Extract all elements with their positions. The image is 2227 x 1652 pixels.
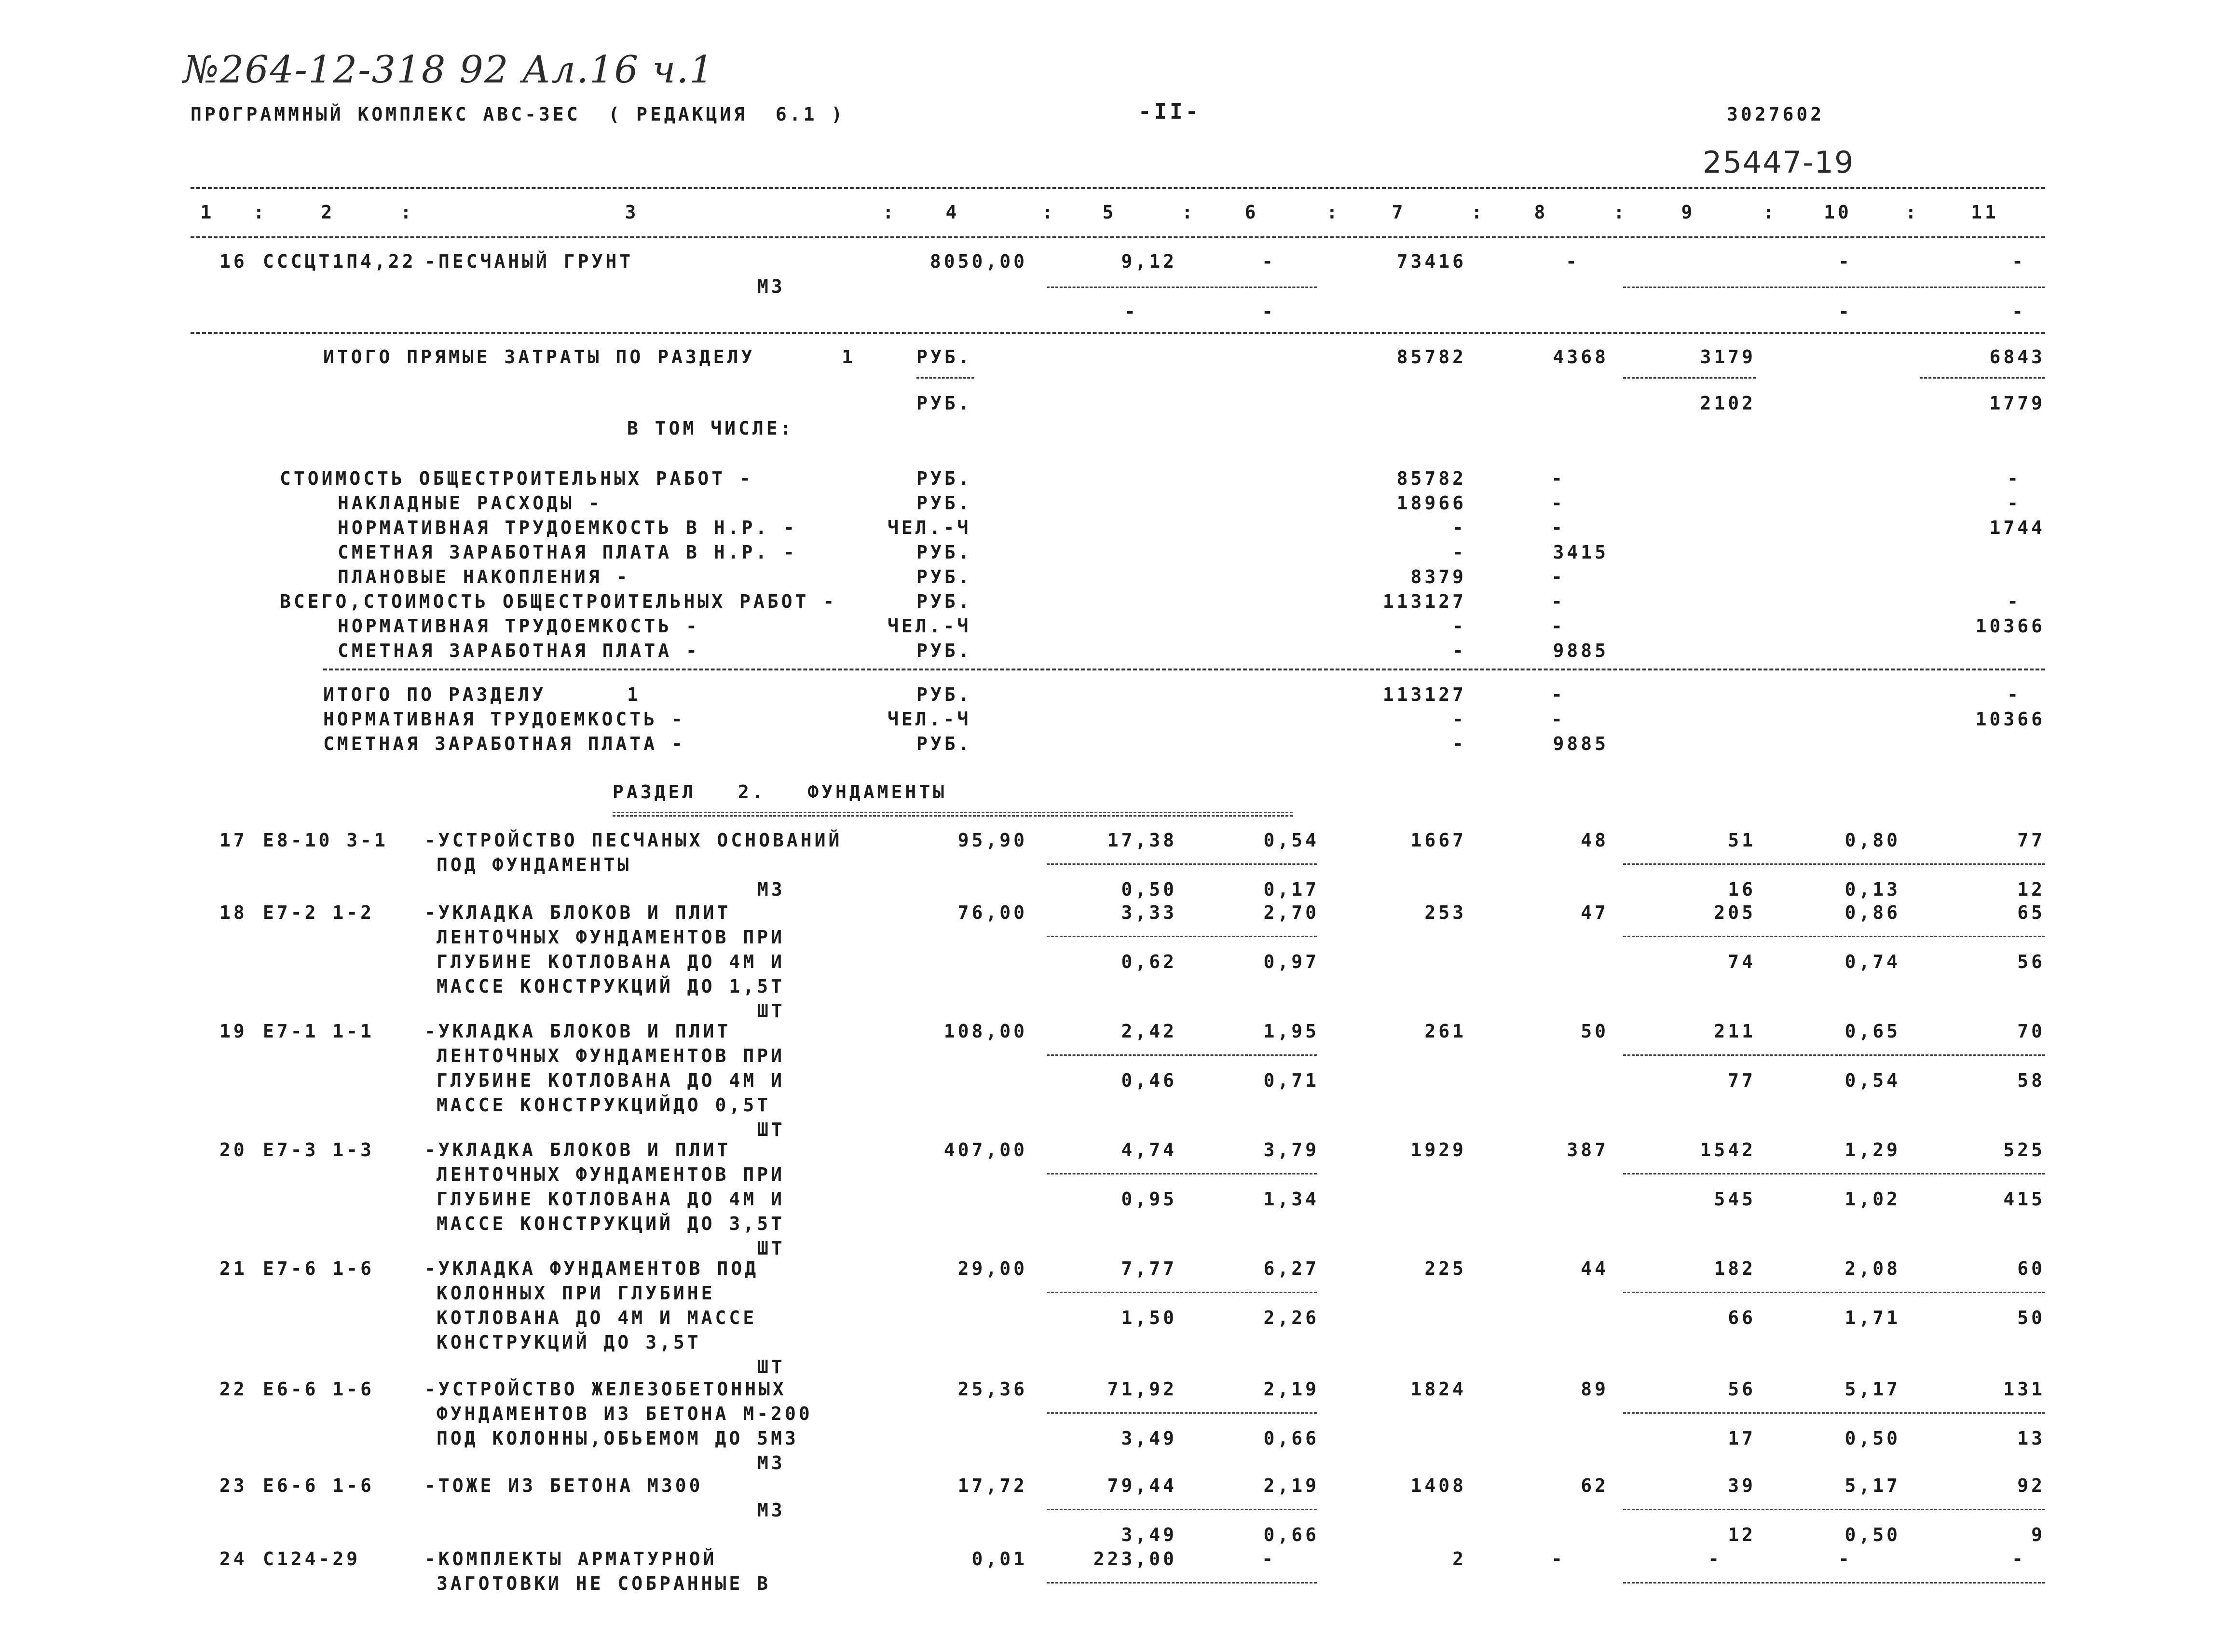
item-number: 18 bbox=[219, 902, 247, 923]
item-description-line: МАССЕ КОНСТРУКЦИЙДО 0,5Т bbox=[437, 1094, 771, 1116]
item-description-line: -УСТРОЙСТВО ЖЕЛЕЗОБЕТОННЫХ bbox=[424, 1379, 787, 1400]
col9-cell: 205 bbox=[1714, 902, 1756, 923]
breakdown-label: НОРМАТИВНАЯ ТРУДОЕМКОСТЬ - bbox=[338, 615, 700, 637]
section-total-label: НОРМАТИВНАЯ ТРУДОЕМКОСТЬ - bbox=[323, 709, 685, 730]
col8-cell: 50 bbox=[1581, 1021, 1609, 1042]
col8-cell: 4368 bbox=[1553, 346, 1609, 368]
subtotal-rule bbox=[1047, 1292, 1317, 1293]
qty-cell: 17,72 bbox=[957, 1475, 1027, 1496]
sub-col6: 0,66 bbox=[1263, 1524, 1319, 1545]
col11-cell: - bbox=[2007, 492, 2021, 514]
sub-col5: - bbox=[1124, 301, 1138, 322]
qty-cell: 25,36 bbox=[957, 1379, 1027, 1400]
col5-cell: 7,77 bbox=[1121, 1258, 1177, 1279]
col8-cell: - bbox=[1551, 492, 1565, 514]
col5-cell: 17,38 bbox=[1107, 830, 1177, 851]
col7-cell: 1929 bbox=[1410, 1139, 1466, 1160]
unit-cell: РУБ. bbox=[916, 591, 972, 612]
col10-cell: 0,65 bbox=[1844, 1021, 1900, 1042]
program-title: ПРОГРАММНЫЙ КОМПЛЕКС АВС-3ЕС ( РЕДАКЦИЯ 6.1 ) bbox=[191, 104, 846, 125]
sub-col5: 1,50 bbox=[1121, 1307, 1177, 1328]
sub-col11: 12 bbox=[2017, 879, 2045, 900]
col7-cell: 113127 bbox=[1382, 684, 1466, 705]
document-code: 3027602 bbox=[1727, 104, 1825, 125]
col11-cell: 77 bbox=[2017, 830, 2045, 851]
item-description-line: -УКЛАДКА ФУНДАМЕНТОВ ПОД bbox=[424, 1258, 759, 1279]
sub-col5: 0,46 bbox=[1121, 1070, 1177, 1091]
column-separator: : bbox=[1326, 202, 1340, 223]
col7-cell: 261 bbox=[1424, 1021, 1466, 1042]
qty-cell: 407,00 bbox=[943, 1139, 1027, 1160]
item-number: 24 bbox=[219, 1548, 247, 1570]
item-description-line: ЗАГОТОВКИ НЕ СОБРАННЫЕ В bbox=[437, 1573, 771, 1594]
col5-cell: 4,74 bbox=[1121, 1139, 1177, 1160]
item-code: Е6-6 1-6 bbox=[263, 1475, 375, 1496]
sub-col11: 50 bbox=[2017, 1307, 2045, 1328]
item-description-line: ЛЕНТОЧНЫХ ФУНДАМЕНТОВ ПРИ bbox=[437, 1045, 785, 1066]
sub-col10: 0,54 bbox=[1844, 1070, 1900, 1091]
col11-cell: 10366 bbox=[1975, 615, 2045, 637]
unit-cell: М3 bbox=[757, 1500, 785, 1521]
col6-cell: 6,27 bbox=[1263, 1258, 1319, 1279]
unit-cell: РУБ. bbox=[916, 542, 972, 563]
subtotal-rule bbox=[1623, 1582, 2045, 1584]
sub-col6: 0,97 bbox=[1263, 951, 1319, 972]
col8-cell: - bbox=[1551, 468, 1565, 489]
item-description-line: -УКЛАДКА БЛОКОВ И ПЛИТ bbox=[424, 902, 731, 923]
column-number-10: 10 bbox=[1824, 202, 1852, 223]
col7-cell: 18966 bbox=[1396, 492, 1466, 514]
col11-cell: 10366 bbox=[1975, 709, 2045, 730]
column-separator: : bbox=[253, 202, 267, 223]
breakdown-label: СТОИМОСТЬ ОБЩЕСТРОИТЕЛЬНЫХ РАБОТ - bbox=[280, 468, 753, 489]
qty-cell: 0,01 bbox=[971, 1548, 1027, 1570]
section-total-label: ИТОГО ПО РАЗДЕЛУ bbox=[323, 684, 547, 705]
section2-title: РАЗДЕЛ 2. ФУНДАМЕНТЫ bbox=[613, 781, 947, 803]
col5-cell: 3,33 bbox=[1121, 902, 1177, 923]
col6-cell: 2,19 bbox=[1263, 1475, 1319, 1496]
item-description-line: -УКЛАДКА БЛОКОВ И ПЛИТ bbox=[424, 1021, 731, 1042]
col11-cell: - bbox=[2012, 251, 2026, 272]
sub-col11: 56 bbox=[2017, 951, 2045, 972]
sub-col10: 1,71 bbox=[1844, 1307, 1900, 1328]
item-description-line: ПОД ФУНДАМЕНТЫ bbox=[437, 854, 632, 875]
col8-cell: - bbox=[1551, 591, 1565, 612]
column-separator: : bbox=[1613, 202, 1627, 223]
item-description-line: ПОД КОЛОННЫ,ОБЬЕМОМ ДО 5М3 bbox=[437, 1428, 799, 1449]
sub-col10: 0,50 bbox=[1844, 1428, 1900, 1449]
col8-cell: 89 bbox=[1581, 1379, 1609, 1400]
column-separator: : bbox=[400, 202, 414, 223]
col7-cell: - bbox=[1452, 733, 1466, 754]
col7-cell: 73416 bbox=[1396, 251, 1466, 272]
including-label: В ТОМ ЧИСЛЕ: bbox=[627, 418, 794, 439]
col7-cell: - bbox=[1452, 542, 1466, 563]
total-direct-label: ИТОГО ПРЯМЫЕ ЗАТРАТЫ ПО РАЗДЕЛУ bbox=[323, 346, 755, 368]
col8-cell: 387 bbox=[1567, 1139, 1609, 1160]
col7-cell: 1824 bbox=[1410, 1379, 1466, 1400]
header-rule-top bbox=[191, 187, 2045, 189]
sub-col6: 1,34 bbox=[1263, 1188, 1319, 1210]
col6-cell: - bbox=[1262, 1548, 1276, 1570]
col8-cell: - bbox=[1551, 615, 1565, 637]
col7-cell: 85782 bbox=[1396, 468, 1466, 489]
section-number: 1 bbox=[842, 346, 856, 368]
item-code: Е6-6 1-6 bbox=[263, 1379, 375, 1400]
qty-cell: 76,00 bbox=[957, 902, 1027, 923]
sub-col11: 1779 bbox=[1989, 393, 2045, 414]
col6-cell: 2,70 bbox=[1263, 902, 1319, 923]
subtotal-rule bbox=[1623, 287, 2045, 288]
breakdown-label: НОРМАТИВНАЯ ТРУДОЕМКОСТЬ В Н.Р. - bbox=[338, 517, 797, 538]
col8-cell: - bbox=[1551, 1548, 1565, 1570]
item-code: Е7-6 1-6 bbox=[263, 1258, 375, 1279]
col10-cell: 2,08 bbox=[1844, 1258, 1900, 1279]
col6-cell: 0,54 bbox=[1263, 830, 1319, 851]
item-description-line: -ТОЖЕ ИЗ БЕТОНА М300 bbox=[424, 1475, 703, 1496]
column-separator: : bbox=[1905, 202, 1919, 223]
col7-cell: 1667 bbox=[1410, 830, 1466, 851]
col8-cell: - bbox=[1551, 566, 1565, 587]
unit-cell: РУБ. bbox=[916, 492, 972, 514]
unit-cell: РУБ. bbox=[916, 640, 972, 661]
col10-cell: 0,80 bbox=[1844, 830, 1900, 851]
col8-cell: 3415 bbox=[1553, 542, 1609, 563]
section-total-label: СМЕТНАЯ ЗАРАБОТНАЯ ПЛАТА - bbox=[323, 733, 685, 754]
item-description-line: ЛЕНТОЧНЫХ ФУНДАМЕНТОВ ПРИ bbox=[437, 927, 785, 948]
col11-cell: - bbox=[2007, 468, 2021, 489]
col8-cell: - bbox=[1566, 251, 1580, 272]
sub-col9: 77 bbox=[1728, 1070, 1756, 1091]
col7-cell: 1408 bbox=[1410, 1475, 1466, 1496]
sub-col9: 17 bbox=[1728, 1428, 1756, 1449]
column-number-6: 6 bbox=[1244, 202, 1259, 223]
unit-cell: РУБ. bbox=[916, 684, 972, 705]
item-code: Е7-3 1-3 bbox=[263, 1139, 375, 1160]
unit-cell: ШТ bbox=[757, 1356, 785, 1378]
col11-cell: - bbox=[2007, 591, 2021, 612]
sub-col5: 3,49 bbox=[1121, 1524, 1177, 1545]
item-description-line: ЛЕНТОЧНЫХ ФУНДАМЕНТОВ ПРИ bbox=[437, 1164, 785, 1185]
item-number: 19 bbox=[219, 1021, 247, 1042]
unit-cell: ШТ bbox=[757, 1238, 785, 1259]
sub-col10: 0,13 bbox=[1844, 879, 1900, 900]
col8-cell: 44 bbox=[1581, 1258, 1609, 1279]
col11-cell: 6843 bbox=[1989, 346, 2045, 368]
column-separator: : bbox=[883, 202, 897, 223]
subtotal-rule bbox=[1047, 1173, 1317, 1174]
col5-cell: 223,00 bbox=[1093, 1548, 1177, 1570]
col7-cell: 225 bbox=[1424, 1258, 1466, 1279]
col9-cell: 211 bbox=[1714, 1021, 1756, 1042]
row-code: СССЦТ1П4,22 bbox=[263, 251, 416, 272]
col11-cell: - bbox=[2012, 1548, 2026, 1570]
sub-col6: 0,71 bbox=[1263, 1070, 1319, 1091]
sub-col11: 415 bbox=[2003, 1188, 2045, 1210]
col7-cell: 113127 bbox=[1382, 591, 1466, 612]
section-number: 1 bbox=[627, 684, 641, 705]
col8-cell: - bbox=[1551, 709, 1565, 730]
col7-cell: - bbox=[1452, 640, 1466, 661]
sub-col10: 0,50 bbox=[1844, 1524, 1900, 1545]
col6-cell: - bbox=[1262, 251, 1276, 272]
col11-cell: 525 bbox=[2003, 1139, 2045, 1160]
row-number: 16 bbox=[219, 251, 247, 272]
col8-cell: 47 bbox=[1581, 902, 1609, 923]
item-description-line: -УСТРОЙСТВО ПЕСЧАНЫХ ОСНОВАНИЙ bbox=[424, 830, 843, 851]
col6-cell: 1,95 bbox=[1263, 1021, 1319, 1042]
item-code: С124-29 bbox=[263, 1548, 361, 1570]
unit-cell: РУБ. bbox=[916, 566, 972, 587]
item-number: 22 bbox=[219, 1379, 247, 1400]
qty-cell: 8050,00 bbox=[929, 251, 1027, 272]
item-description-line: МАССЕ КОНСТРУКЦИЙ ДО 1,5Т bbox=[437, 976, 785, 997]
subtotal-rule bbox=[1623, 1509, 2045, 1510]
qty-cell: 29,00 bbox=[957, 1258, 1027, 1279]
column-number-11: 11 bbox=[1971, 202, 1999, 223]
col5-cell: 79,44 bbox=[1107, 1475, 1177, 1496]
subtotal-rule bbox=[1623, 1173, 2045, 1174]
sub-col9: 2102 bbox=[1700, 393, 1756, 414]
unit-cell: М3 bbox=[757, 276, 785, 297]
column-number-8: 8 bbox=[1534, 202, 1548, 223]
item-code: Е8-10 3-1 bbox=[263, 830, 388, 851]
col10-cell: - bbox=[1838, 251, 1852, 272]
col8-cell: - bbox=[1551, 517, 1565, 538]
sub-col9: 74 bbox=[1728, 951, 1756, 972]
sub-col10: - bbox=[1838, 301, 1852, 322]
subtotal-rule bbox=[1623, 1412, 2045, 1414]
item-description-line: КОНСТРУКЦИЙ ДО 3,5Т bbox=[437, 1332, 701, 1353]
sub-col11: 9 bbox=[2031, 1524, 2045, 1545]
unit-cell: ЧЕЛ.-Ч bbox=[888, 517, 971, 538]
subtotal-rule bbox=[1047, 936, 1317, 937]
col9-cell: 39 bbox=[1728, 1475, 1756, 1496]
column-number-7: 7 bbox=[1392, 202, 1406, 223]
col7-cell: 85782 bbox=[1396, 346, 1466, 368]
col7-cell: - bbox=[1452, 709, 1466, 730]
subtotal-rule bbox=[1047, 1509, 1317, 1510]
col9-cell: 1542 bbox=[1700, 1139, 1756, 1160]
col7-cell: 253 bbox=[1424, 902, 1466, 923]
column-separator: : bbox=[1042, 202, 1056, 223]
qty-cell: 108,00 bbox=[943, 1021, 1027, 1042]
column-separator: : bbox=[1471, 202, 1485, 223]
col11-cell: 92 bbox=[2017, 1475, 2045, 1496]
item-code: Е7-2 1-2 bbox=[263, 902, 375, 923]
subtotal-rule bbox=[1047, 1054, 1317, 1056]
col10-cell: 0,86 bbox=[1844, 902, 1900, 923]
unit-cell: М3 bbox=[757, 1452, 785, 1474]
subtotal-rule bbox=[1623, 863, 2045, 865]
item-description-line: ГЛУБИНЕ КОТЛОВАНА ДО 4М И bbox=[437, 1188, 785, 1210]
col8-cell: 48 bbox=[1581, 830, 1609, 851]
sub-col9: 545 bbox=[1714, 1188, 1756, 1210]
item-description-line: КОЛОННЫХ ПРИ ГЛУБИНЕ bbox=[437, 1283, 715, 1304]
col7-cell: 2 bbox=[1452, 1548, 1466, 1570]
sub-col10: 1,02 bbox=[1844, 1188, 1900, 1210]
qty-cell: 95,90 bbox=[957, 830, 1027, 851]
sub-col5: 3,49 bbox=[1121, 1428, 1177, 1449]
sub-col10: 0,74 bbox=[1844, 951, 1900, 972]
col6-cell: 3,79 bbox=[1263, 1139, 1319, 1160]
unit-cell: ШТ bbox=[757, 1000, 785, 1022]
col11-cell: - bbox=[2007, 684, 2021, 705]
col11-cell: 65 bbox=[2017, 902, 2045, 923]
unit-cell: М3 bbox=[757, 879, 785, 900]
unit-cell: РУБ. bbox=[916, 733, 972, 754]
unit-cell: ЧЕЛ.-Ч bbox=[888, 709, 971, 730]
sub-col9: 66 bbox=[1728, 1307, 1756, 1328]
col11-cell: 60 bbox=[2017, 1258, 2045, 1279]
handwritten-sheet-number: 25447-19 bbox=[1703, 145, 1855, 180]
subtotal-rule bbox=[1623, 1054, 2045, 1056]
item-description-line: ФУНДАМЕНТОВ ИЗ БЕТОНА М-200 bbox=[437, 1403, 813, 1424]
col10-cell: 5,17 bbox=[1844, 1475, 1900, 1496]
double-rule bbox=[613, 812, 1293, 817]
subtotal-rule bbox=[1047, 863, 1317, 865]
sub-col6: - bbox=[1262, 301, 1276, 322]
section-rule bbox=[323, 669, 2045, 670]
col8-cell: 62 bbox=[1581, 1475, 1609, 1496]
item-description-line: МАССЕ КОНСТРУКЦИЙ ДО 3,5Т bbox=[437, 1213, 785, 1234]
item-number: 17 bbox=[219, 830, 247, 851]
header-rule-bottom bbox=[191, 236, 2045, 238]
item-code: Е7-1 1-1 bbox=[263, 1021, 375, 1042]
subtotal-rule bbox=[1047, 1582, 1317, 1584]
col7-cell: - bbox=[1452, 615, 1466, 637]
col8-cell: 9885 bbox=[1553, 733, 1609, 754]
unit-cell: РУБ. bbox=[916, 393, 972, 414]
breakdown-label: СМЕТНАЯ ЗАРАБОТНАЯ ПЛАТА - bbox=[338, 640, 700, 661]
item-number: 23 bbox=[219, 1475, 247, 1496]
item-description-line: КОТЛОВАНА ДО 4М И МАССЕ bbox=[437, 1307, 757, 1328]
unit-cell: ЧЕЛ.-Ч bbox=[888, 615, 971, 637]
col9-cell: - bbox=[1708, 1548, 1722, 1570]
unit-rule bbox=[916, 377, 974, 379]
col8-cell: 9885 bbox=[1553, 640, 1609, 661]
subtotal-rule bbox=[1623, 1292, 2045, 1293]
column-number-1: 1 bbox=[200, 202, 215, 223]
item-number: 20 bbox=[219, 1139, 247, 1160]
col9-cell: 182 bbox=[1714, 1258, 1756, 1279]
sub-col11: 13 bbox=[2017, 1428, 2045, 1449]
column-number-3: 3 bbox=[625, 202, 639, 223]
sub-col6: 0,17 bbox=[1263, 879, 1319, 900]
item-description-line: ГЛУБИНЕ КОТЛОВАНА ДО 4М И bbox=[437, 951, 785, 972]
page-number: -II- bbox=[1138, 99, 1201, 124]
column-separator: : bbox=[1182, 202, 1196, 223]
subtotal-rule bbox=[1047, 1412, 1317, 1414]
handwritten-doc-number: №264-12-318 92 Ал.16 ч.1 bbox=[183, 48, 714, 92]
subtotal-rule bbox=[1047, 287, 1317, 288]
section-rule bbox=[191, 332, 2045, 334]
column-number-2: 2 bbox=[321, 202, 335, 223]
col10-cell: - bbox=[1838, 1548, 1852, 1570]
item-number: 21 bbox=[219, 1258, 247, 1279]
row-name: -ПЕСЧАНЫЙ ГРУНТ bbox=[424, 251, 634, 272]
column-number-4: 4 bbox=[945, 202, 960, 223]
col7-cell: - bbox=[1452, 517, 1466, 538]
col5-cell: 2,42 bbox=[1121, 1021, 1177, 1042]
col11-cell: 70 bbox=[2017, 1021, 2045, 1042]
column-number-9: 9 bbox=[1681, 202, 1695, 223]
item-description-line: -КОМПЛЕКТЫ АРМАТУРНОЙ bbox=[424, 1548, 717, 1570]
sub-col9: 12 bbox=[1728, 1524, 1756, 1545]
breakdown-label: СМЕТНАЯ ЗАРАБОТНАЯ ПЛАТА В Н.Р. - bbox=[338, 542, 797, 563]
column-number-5: 5 bbox=[1102, 202, 1117, 223]
item-description-line: ГЛУБИНЕ КОТЛОВАНА ДО 4М И bbox=[437, 1070, 785, 1091]
col9-cell: 3179 bbox=[1700, 346, 1756, 368]
sub-col5: 0,62 bbox=[1121, 951, 1177, 972]
col9-cell: 51 bbox=[1728, 830, 1756, 851]
column-separator: : bbox=[1763, 202, 1777, 223]
subtotal-rule bbox=[1920, 377, 2045, 379]
sub-col6: 0,66 bbox=[1263, 1428, 1319, 1449]
col11-cell: 131 bbox=[2003, 1379, 2045, 1400]
sub-col9: 16 bbox=[1728, 879, 1756, 900]
col7-cell: 8379 bbox=[1410, 566, 1466, 587]
breakdown-label: НАКЛАДНЫЕ РАСХОДЫ - bbox=[338, 492, 602, 514]
unit-cell: РУБ. bbox=[916, 468, 972, 489]
breakdown-label: ПЛАНОВЫЕ НАКОПЛЕНИЯ - bbox=[338, 566, 630, 587]
col8-cell: - bbox=[1551, 684, 1565, 705]
col5-cell: 9,12 bbox=[1121, 251, 1177, 272]
sub-col6: 2,26 bbox=[1263, 1307, 1319, 1328]
unit-cell: РУБ. bbox=[916, 346, 972, 368]
sub-col5: 0,50 bbox=[1121, 879, 1177, 900]
unit-cell: ШТ bbox=[757, 1119, 785, 1140]
col11-cell: 1744 bbox=[1989, 517, 2045, 538]
subtotal-rule bbox=[1623, 377, 1756, 379]
col6-cell: 2,19 bbox=[1263, 1379, 1319, 1400]
col10-cell: 5,17 bbox=[1844, 1379, 1900, 1400]
breakdown-label: ВСЕГО,СТОИМОСТЬ ОБЩЕСТРОИТЕЛЬНЫХ РАБОТ - bbox=[280, 591, 837, 612]
sub-col11: - bbox=[2012, 301, 2026, 322]
col9-cell: 56 bbox=[1728, 1379, 1756, 1400]
col5-cell: 71,92 bbox=[1107, 1379, 1177, 1400]
sub-col5: 0,95 bbox=[1121, 1188, 1177, 1210]
col10-cell: 1,29 bbox=[1844, 1139, 1900, 1160]
sub-col11: 58 bbox=[2017, 1070, 2045, 1091]
item-description-line: -УКЛАДКА БЛОКОВ И ПЛИТ bbox=[424, 1139, 731, 1160]
subtotal-rule bbox=[1623, 936, 2045, 937]
